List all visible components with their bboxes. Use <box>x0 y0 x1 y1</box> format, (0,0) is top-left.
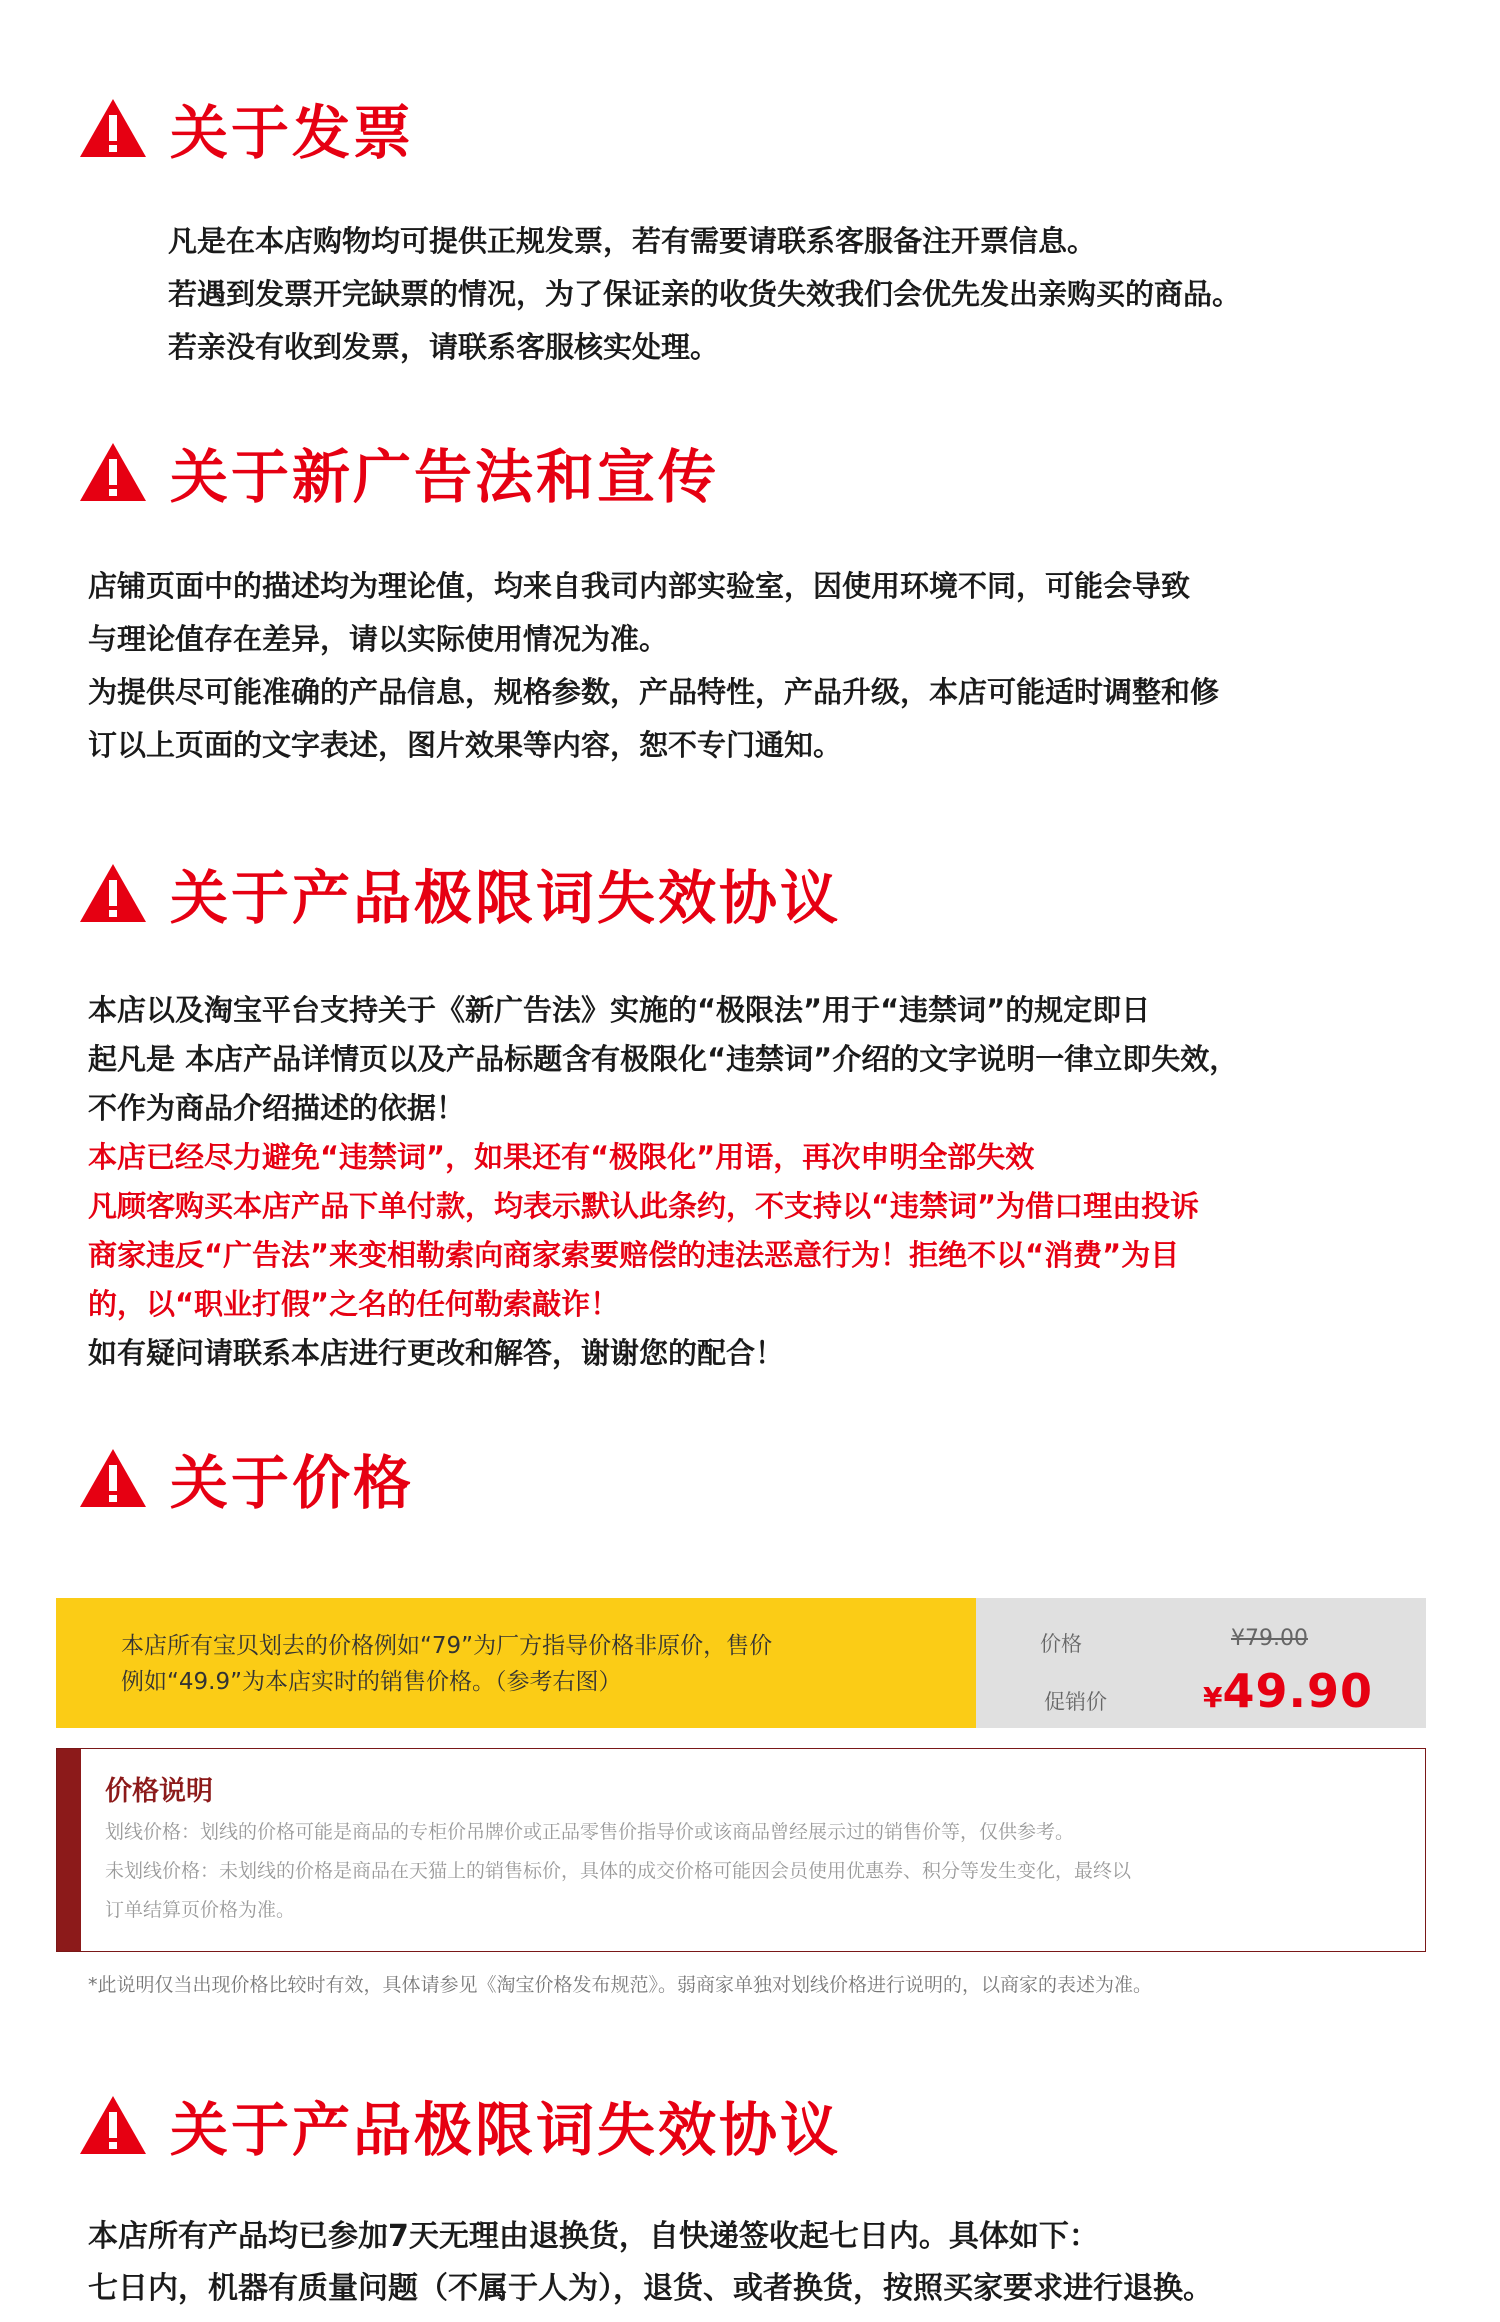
accent-bar <box>57 1749 81 1951</box>
section-body-ad-law <box>88 560 1219 772</box>
price-example-price-panel <box>976 1598 1426 1728</box>
price-explanation-line: 划线价格：划线的价格可能是商品的专柜价吊牌价或正品零售价指导价或该商品曾经展示过的销售价等，仅供参考。 <box>105 1821 1075 1843</box>
paragraph-line: 不作为商品介绍描述的依据！ <box>88 1091 466 1125</box>
warning-triangle-icon <box>78 1447 148 1509</box>
section-heading-returns <box>78 2085 841 2165</box>
section-heading-ad-law <box>78 432 719 512</box>
section-heading-extreme-words <box>78 853 841 933</box>
paragraph-line: 本店所有产品均已参加7天无理由退换货，自快递签收起七日内。具体如下： <box>88 2219 1099 2254</box>
section-title: 关于价格 <box>170 1449 415 1517</box>
warning-triangle-icon <box>78 2094 148 2156</box>
paragraph-line: 为提供尽可能准确的产品信息，规格参数，产品特性，产品升级，本店可能适时调整和修 <box>88 675 1220 709</box>
original-price: ¥79.00 <box>1231 1626 1308 1651</box>
paragraph-line: 若遇到发票开完缺票的情况，为了保证亲的收货失效我们会优先发出亲购买的商品。 <box>168 277 1242 311</box>
paragraph-line: 如有疑问请联系本店进行更改和解答，谢谢您的配合！ <box>88 1336 785 1370</box>
section-title: 关于产品极限词失效协议 <box>170 864 842 932</box>
promo-price <box>1203 1664 1373 1718</box>
warning-triangle-icon <box>78 862 148 924</box>
section-body-invoice <box>168 215 1241 374</box>
price-explanation-line: 订单结算页价格为准。 <box>105 1899 296 1921</box>
price-explanation-box <box>56 1748 1426 1952</box>
paragraph-line: 凡是在本店购物均可提供正规发票，若有需要请联系客服备注开票信息。 <box>168 224 1097 258</box>
currency-symbol: ¥ <box>1203 1681 1223 1714</box>
paragraph-line: 七日内，机器有质量问题（不属于人为），退货、或者换货，按照买家要求进行退换。 <box>88 2271 1213 2306</box>
price-footnote: *此说明仅当出现价格比较时有效，具体请参见《淘宝价格发布规范》。弱商家单独对划线价格进行说明的，以商家的表述为准。 <box>88 1974 1153 1996</box>
section-heading-invoice <box>78 88 414 168</box>
price-example-text-panel <box>56 1598 976 1728</box>
price-example-line: 例如“49.9”为本店实时的销售价格。（参考右图） <box>121 1669 622 1695</box>
paragraph-line: 本店以及淘宝平台支持关于《新广告法》实施的“极限法”用于“违禁词”的规定即日 <box>88 993 1151 1027</box>
section-title: 关于新广告法和宣传 <box>170 443 720 511</box>
section-title: 关于产品极限词失效协议 <box>170 2096 842 2164</box>
price-explanation-line: 未划线价格：未划线的价格是商品在天猫上的销售标价，具体的成交价格可能因会员使用优惠券、积分等发生变化，最终以 <box>105 1860 1132 1882</box>
warning-triangle-icon <box>78 441 148 503</box>
paragraph-line: 起凡是 本店产品详情页以及产品标题含有极限化“违禁词”介绍的文字说明一律立即失效， <box>88 1042 1239 1076</box>
price-label: 价格 <box>1040 1632 1082 1656</box>
price-example-banner <box>56 1598 1426 1728</box>
paragraph-line: 店铺页面中的描述均为理论值，均来自我司内部实验室，因使用环境不同，可能会导致 <box>88 569 1191 603</box>
paragraph-line: 与理论值存在差异，请以实际使用情况为准。 <box>88 622 669 656</box>
section-body-returns <box>88 2211 1213 2315</box>
paragraph-line-red: 商家违反“广告法”来变相勒索向商家索要赔偿的违法恶意行为！拒绝不以“消费”为目 <box>88 1238 1180 1272</box>
section-title: 关于发票 <box>170 99 415 167</box>
price-example-line: 本店所有宝贝划去的价格例如“79”为厂方指导价格非原价，售价 <box>121 1633 773 1659</box>
price-example-text <box>121 1628 772 1700</box>
paragraph-line-red: 的，以“职业打假”之名的任何勒索敲诈！ <box>88 1287 620 1321</box>
promo-price-label: 促销价 <box>1044 1690 1107 1714</box>
paragraph-line-red: 凡顾客购买本店产品下单付款，均表示默认此条约，不支持以“违禁词”为借口理由投诉 <box>88 1189 1200 1223</box>
paragraph-line-red: 本店已经尽力避免“违禁词”，如果还有“极限化”用语，再次申明全部失效 <box>88 1140 1035 1174</box>
paragraph-line: 若亲没有收到发票，请联系客服核实处理。 <box>168 330 720 364</box>
paragraph-line: 订以上页面的文字表述，图片效果等内容，恕不专门通知。 <box>88 728 843 762</box>
warning-triangle-icon <box>78 97 148 159</box>
section-body-extreme-words <box>88 986 1238 1378</box>
promo-price-value: 49.90 <box>1222 1664 1373 1718</box>
section-heading-price <box>78 1438 414 1518</box>
price-explanation-title: 价格说明 <box>105 1776 213 1807</box>
